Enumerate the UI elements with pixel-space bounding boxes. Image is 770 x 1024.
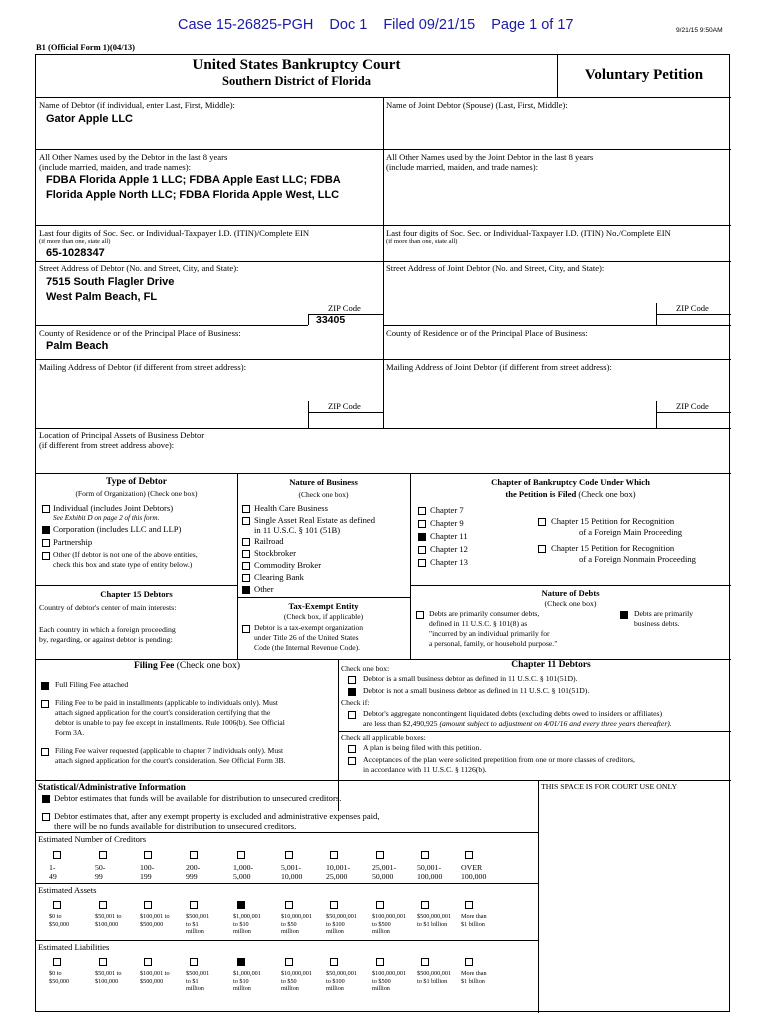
individual-label: Individual (includes Joint Debtors) [53, 503, 174, 513]
creditors-range-label: 10,000 [281, 872, 303, 882]
funds-available-checkbox[interactable] [42, 795, 50, 803]
case-number: Case 15-26825-PGH [178, 17, 314, 33]
liabilities-range-label: $100,000 [95, 977, 119, 985]
chapter-11-checkbox[interactable] [418, 533, 426, 541]
tax-exempt-label: Debtor is a tax-exempt organization [254, 623, 364, 632]
liabilities-range-label: More than [461, 970, 487, 977]
liabilities-range-label: $500,000,001 [417, 970, 452, 977]
liabilities-range-checkbox[interactable] [465, 958, 473, 966]
assets-range-checkbox[interactable] [421, 901, 429, 909]
assets-range-checkbox[interactable] [330, 901, 338, 909]
liabilities-range-label: $50,000 [49, 977, 70, 985]
liabilities-range-checkbox[interactable] [376, 958, 384, 966]
joint-county-label: County of Residence or of the Principal Place of Business: [386, 328, 588, 338]
creditors-range-label: 100,000 [417, 872, 443, 882]
street-line-1: 7515 South Flagler Drive [46, 276, 175, 288]
mailing-label: Mailing Address of Debtor (if different from street address): [39, 362, 246, 372]
assets-range-label: $500,001 [186, 913, 210, 920]
debtor-zip: 33405 [316, 314, 346, 326]
creditors-range-checkbox[interactable] [144, 851, 152, 859]
creditors-title: Estimated Number of Creditors [38, 834, 147, 844]
partnership-label: Partnership [53, 537, 93, 547]
nature-of-business-sub: (Check one box) [298, 490, 349, 499]
tax-exempt-title: Tax-Exempt Entity [288, 601, 359, 611]
consumer-debts-label-2: defined in 11 U.S.C. § 101(8) as [429, 619, 528, 628]
joint-other-names-label: All Other Names used by the Joint Debtor in the last 8 years [386, 152, 594, 162]
other-entity-label-2: check this box and state type of entity below.) [53, 560, 193, 569]
chapter-15-nonmain-checkbox[interactable] [538, 545, 546, 553]
commodity-broker-checkbox[interactable] [242, 562, 250, 570]
chapter-12-label: Chapter 12 [430, 544, 468, 554]
ein-sub-label: (if more than one, state all) [39, 238, 111, 245]
liabilities-range-checkbox[interactable] [421, 958, 429, 966]
not-small-business-label: Debtor is not a small business debtor as defined in 11 U.S.C. § 101(51D). [363, 686, 590, 695]
liabilities-range-checkbox[interactable] [53, 958, 61, 966]
other-entity-label: Other (If debtor is not one of the above entities, [53, 550, 198, 559]
liabilities-range-label: $100,001 to [140, 970, 170, 977]
ein-label: Last four digits of Soc. Sec. or Individual-Taxpayer I.D. (ITIN)/Complete EIN [39, 228, 310, 238]
creditors-range-checkbox[interactable] [190, 851, 198, 859]
liabilities-range-checkbox[interactable] [330, 958, 338, 966]
assets-range-label: $10,000,001 [281, 913, 312, 920]
liabilities-range-label: $10,000,001 [281, 970, 312, 977]
health-care-checkbox[interactable] [242, 505, 250, 513]
aggregate-debts-amount: are less than $2,490,925 [363, 719, 438, 728]
other-names-label: All Other Names used by the Debtor in the last 8 years [39, 152, 228, 162]
assets-range-checkbox[interactable] [53, 901, 61, 909]
stockbroker-checkbox[interactable] [242, 550, 250, 558]
assets-range-checkbox[interactable] [144, 901, 152, 909]
funds-available-label: Debtor estimates that funds will be available for distribution to unsecured creditors. [54, 793, 342, 803]
joint-zip-label: ZIP Code [676, 303, 709, 313]
creditors-range-label: 25,000 [326, 872, 348, 882]
liabilities-range-label: $500,001 [186, 970, 210, 977]
joint-mailing-zip-label: ZIP Code [676, 401, 709, 411]
creditors-range-label: 100- [140, 863, 155, 872]
doc-number: Doc 1 [329, 17, 368, 33]
chapter-15-main-checkbox[interactable] [538, 518, 546, 526]
assets-range-label: million [326, 928, 344, 936]
railroad-label: Railroad [254, 536, 284, 546]
creditors-range-label: 1,000- [233, 863, 254, 872]
creditors-range-label: 10,001- [326, 863, 351, 872]
consumer-debts-checkbox[interactable] [416, 611, 424, 619]
other-business-label: Other [254, 584, 274, 594]
creditors-range-checkbox[interactable] [99, 851, 107, 859]
liabilities-range-label: $50,001 to [95, 970, 122, 977]
street-line-2: West Palm Beach, FL [46, 291, 158, 303]
nature-of-debts-title: Nature of Debts [541, 588, 600, 598]
exhibit-d-note: See Exhibit D on page 2 of this form. [53, 514, 160, 522]
chapter-title: Chapter of Bankruptcy Code Under Which [491, 477, 650, 487]
petition-type: Voluntary Petition [584, 67, 704, 83]
installments-label-3: debtor is unable to pay fee except in installments. Rule 1006(b). See Official [55, 718, 285, 727]
liabilities-range-label: million [372, 985, 390, 993]
aggregate-debts-label: Debtor's aggregate noncontingent liquidated debts (excluding debts owed to insiders or affiliates) [363, 709, 663, 718]
no-funds-checkbox[interactable] [42, 813, 50, 821]
liabilities-range-checkbox[interactable] [237, 958, 245, 966]
creditors-range-label: 50,000 [372, 872, 394, 882]
assets-range-checkbox[interactable] [99, 901, 107, 909]
assets-range-label: $1,000,001 [233, 913, 261, 920]
consumer-debts-label-3: "incurred by an individual primarily for [429, 629, 550, 638]
liabilities-range-checkbox[interactable] [285, 958, 293, 966]
assets-range-label: $50,001 to [95, 913, 122, 920]
case-header [178, 17, 589, 33]
zip-label: ZIP Code [328, 303, 361, 313]
assets-range-label: $500,000,001 [417, 913, 452, 920]
assets-range-label: $100,001 to [140, 913, 170, 920]
not-small-business-checkbox[interactable] [348, 688, 356, 696]
assets-range-label: $0 to [49, 913, 62, 920]
acceptances-label-2: in accordance with 11 U.S.C. § 1126(b). [363, 765, 487, 774]
other-names-line-1: FDBA Florida Apple 1 LLC; FDBA Apple East LLC; FDBA [46, 174, 341, 186]
ch15-each-label: Each country in which a foreign proceeding [39, 625, 176, 634]
nature-of-business-title: Nature of Business [289, 477, 358, 487]
liabilities-range-label: to $500 [372, 977, 391, 985]
assets-range-checkbox[interactable] [190, 901, 198, 909]
timestamp: 9/21/15 9:50AM [676, 27, 723, 34]
assets-range-checkbox[interactable] [237, 901, 245, 909]
creditors-range-checkbox[interactable] [465, 851, 473, 859]
chapter-title-2b: (Check one box) [576, 489, 636, 499]
mailing-zip-label: ZIP Code [328, 401, 361, 411]
joint-debtor-name-label: Name of Joint Debtor (Spouse) (Last, First, Middle): [386, 100, 568, 110]
creditors-range-label: 5,001- [281, 863, 302, 872]
court-use-label: THIS SPACE IS FOR COURT USE ONLY [541, 782, 678, 791]
business-debts-label-2: business debts. [634, 619, 680, 628]
fee-waiver-label-2: attach signed application for the court's consideration. See Official Form 3B. [55, 756, 286, 765]
creditors-range-label: 1- [49, 863, 56, 872]
individual-checkbox[interactable] [42, 505, 50, 513]
creditors-range-label: 999 [186, 872, 198, 882]
liabilities-title: Estimated Liabilities [38, 942, 110, 952]
joint-ein-label: Last four digits of Soc. Sec. or Individual-Taxpayer I.D. (ITIN) No./Complete EIN [386, 228, 671, 238]
liabilities-range-label: to $1 [186, 977, 199, 985]
joint-other-names-label-2: (include married, maiden, and trade names): [386, 162, 538, 172]
liabilities-range-label: $100,000,001 [372, 970, 407, 977]
chapter-13-checkbox[interactable] [418, 559, 426, 567]
chapter-9-label: Chapter 9 [430, 518, 464, 528]
installments-label-4: Form 3A. [55, 728, 85, 737]
statistical-title: Statistical/Administrative Information [38, 782, 186, 792]
chapter-15-main-label: Chapter 15 Petition for Recognition [551, 516, 675, 526]
creditors-range-label: 50- [95, 863, 106, 872]
single-asset-checkbox[interactable] [242, 517, 250, 525]
consumer-debts-label-4: a personal, family, or household purpose." [429, 639, 558, 648]
assets-range-checkbox[interactable] [285, 901, 293, 909]
assets-range-label: $100,000 [95, 920, 119, 928]
assets-range-label: $500,000 [140, 920, 164, 928]
clearing-bank-checkbox[interactable] [242, 574, 250, 582]
health-care-label: Health Care Business [254, 503, 328, 513]
assets-range-label: $50,000,001 [326, 913, 357, 920]
court-name: United States Bankruptcy Court [192, 57, 401, 73]
chapter-15-title: Chapter 15 Debtors [100, 589, 173, 599]
commodity-broker-label: Commodity Broker [254, 560, 322, 570]
liabilities-range-label: $500,000 [140, 977, 164, 985]
full-filing-fee-checkbox[interactable] [41, 682, 49, 690]
assets-range-label: million [233, 928, 251, 936]
fee-waiver-label: Filing Fee waiver requested (applicable to chapter 7 individuals only). Must [55, 746, 284, 755]
business-debts-label: Debts are primarily [634, 609, 694, 618]
joint-mailing-label: Mailing Address of Joint Debtor (if different from street address): [386, 362, 612, 372]
ch11-check-all: Check all applicable boxes: [341, 733, 426, 742]
plan-filed-checkbox[interactable] [348, 745, 356, 753]
nature-of-debts-sub: (Check one box) [544, 599, 597, 608]
creditors-range-checkbox[interactable] [237, 851, 245, 859]
tax-exempt-label-3: Code (the Internal Revenue Code). [254, 643, 361, 652]
creditors-range-label: 100,000 [461, 872, 487, 882]
liabilities-range-label: $0 to [49, 970, 62, 977]
creditors-range-label: 200- [186, 863, 201, 872]
consumer-debts-label: Debts are primarily consumer debts, [429, 609, 540, 618]
creditors-range-label: OVER [461, 863, 483, 872]
type-of-debtor-title: Type of Debtor [105, 477, 168, 487]
chapter-7-label: Chapter 7 [430, 505, 464, 515]
aggregate-debts-note: (amount subject to adjustment on 4/01/16 and every three years thereafter). [437, 719, 672, 728]
chapter-11-debtors-title: Chapter 11 Debtors [511, 660, 591, 670]
assets-range-checkbox[interactable] [376, 901, 384, 909]
ch11-check-one: Check one box: [341, 664, 390, 673]
single-asset-label-2: in 11 U.S.C. § 101 (51B) [254, 525, 341, 535]
liabilities-range-label: to $10 [233, 977, 249, 985]
other-business-checkbox[interactable] [242, 586, 250, 594]
railroad-checkbox[interactable] [242, 538, 250, 546]
debtor-name-label: Name of Debtor (if individual, enter Last, First, Middle): [39, 100, 235, 110]
partnership-checkbox[interactable] [42, 539, 50, 547]
creditors-range-checkbox[interactable] [53, 851, 61, 859]
assets-range-checkbox[interactable] [465, 901, 473, 909]
assets-range-label: million [186, 928, 204, 936]
creditors-range-label: 25,001- [372, 863, 397, 872]
liabilities-range-label: to $1 billion [417, 977, 448, 985]
installments-label: Filing Fee to be paid in installments (applicable to individuals only). Must [55, 698, 278, 707]
installments-label-2: attach signed application for the court's consideration certifying that the [55, 708, 271, 717]
form-id: B1 (Official Form 1)(04/13) [36, 42, 135, 52]
joint-ein-sub-label: (if more than one, state all) [386, 238, 458, 245]
filing-fee-title-b: (Check one box) [174, 661, 241, 671]
chapter-7-checkbox[interactable] [418, 507, 426, 515]
liabilities-range-label: million [186, 985, 204, 993]
liabilities-range-label: to $50 [281, 977, 297, 985]
assets-range-label: million [372, 928, 390, 936]
assets-range-label: $50,000 [49, 920, 70, 928]
corporation-label: Corporation (includes LLC and LLP) [53, 524, 182, 534]
liabilities-range-label: $1 billion [461, 977, 485, 985]
ch15-each-label-2: by, regarding, or against debtor is pending: [39, 635, 173, 644]
voluntary-petition-form [35, 54, 730, 1012]
small-business-label: Debtor is a small business debtor as defined in 11 U.S.C. § 101(51D). [363, 674, 578, 683]
assets-range-label: to $100 [326, 920, 345, 928]
chapter-12-checkbox[interactable] [418, 546, 426, 554]
creditors-range-checkbox[interactable] [285, 851, 293, 859]
tax-exempt-sub: (Check box, if applicable) [283, 612, 364, 621]
liabilities-range-label: to $100 [326, 977, 345, 985]
type-of-debtor-sub: (Form of Organization) (Check one box) [75, 489, 198, 498]
page-number: Page 1 of 17 [491, 17, 574, 33]
debtor-name: Gator Apple LLC [46, 113, 133, 125]
acceptances-label: Acceptances of the plan were solicited prepetition from one or more classes of creditors, [363, 755, 635, 764]
liabilities-range-label: million [233, 985, 251, 993]
assets-range-label: $100,000,001 [372, 913, 407, 920]
assets-range-label: to $10 [233, 920, 249, 928]
chapter-15-nonmain-label: Chapter 15 Petition for Recognition [551, 543, 675, 553]
small-business-checkbox[interactable] [348, 676, 356, 684]
plan-filed-label: A plan is being filed with this petition. [363, 743, 482, 752]
ch15-country-label: Country of debtor's center of main interests: [39, 603, 177, 612]
other-names-label-2: (include married, maiden, and trade names): [39, 162, 191, 172]
liabilities-range-label: $1,000,001 [233, 970, 261, 977]
business-debts-checkbox[interactable] [620, 611, 628, 619]
assets-range-label: to $50 [281, 920, 297, 928]
liabilities-range-label: $50,000,001 [326, 970, 357, 977]
location-label: Location of Principal Assets of Business Debtor [39, 430, 205, 440]
liabilities-range-checkbox[interactable] [144, 958, 152, 966]
assets-range-label: to $1 [186, 920, 199, 928]
fee-waiver-checkbox[interactable] [41, 748, 49, 756]
creditors-range-label: 50,001- [417, 863, 442, 872]
debtor-county: Palm Beach [46, 340, 109, 352]
joint-street-label: Street Address of Joint Debtor (No. and Street, City, and State): [386, 263, 605, 273]
creditors-range-checkbox[interactable] [421, 851, 429, 859]
no-funds-label-2: there will be no funds available for distribution to unsecured creditors. [54, 821, 297, 831]
county-label: County of Residence or of the Principal Place of Business: [39, 328, 241, 338]
filing-fee-title: Filing Fee [133, 661, 175, 671]
chapter-9-checkbox[interactable] [418, 520, 426, 528]
tax-exempt-checkbox[interactable] [242, 625, 250, 633]
creditors-range-label: 99 [95, 872, 103, 882]
filed-date: Filed 09/21/15 [383, 17, 476, 33]
creditors-range-label: 199 [140, 872, 152, 882]
creditors-range-label: 5,000 [233, 872, 251, 882]
chapter-13-label: Chapter 13 [430, 557, 468, 567]
liabilities-range-checkbox[interactable] [190, 958, 198, 966]
assets-title: Estimated Assets [38, 885, 97, 895]
aggregate-debts-checkbox[interactable] [348, 711, 356, 719]
court-district: Southern District of Florida [222, 74, 371, 88]
installments-checkbox[interactable] [41, 700, 49, 708]
creditors-range-label: 49 [49, 872, 57, 882]
no-funds-label: Debtor estimates that, after any exempt property is excluded and administrative expenses paid, [54, 811, 380, 821]
clearing-bank-label: Clearing Bank [254, 572, 304, 582]
debtor-ein: 65-1028347 [46, 247, 105, 259]
chapter-15-nonmain-label-2: of a Foreign Nonmain Proceeding [579, 554, 696, 564]
stockbroker-label: Stockbroker [254, 548, 297, 558]
other-names-line-2: Florida Apple North LLC; FDBA Florida Apple West, LLC [46, 189, 340, 201]
corporation-checkbox[interactable] [42, 526, 50, 534]
chapter-15-main-label-2: of a Foreign Main Proceeding [579, 527, 683, 537]
other-entity-checkbox[interactable] [42, 552, 50, 560]
assets-range-label: to $500 [372, 920, 391, 928]
assets-range-label: million [281, 928, 299, 936]
assets-range-label: More than [461, 913, 487, 920]
chapter-title-2: the Petition is Filed [505, 489, 577, 499]
liabilities-range-label: million [281, 985, 299, 993]
acceptances-checkbox[interactable] [348, 757, 356, 765]
liabilities-range-checkbox[interactable] [99, 958, 107, 966]
single-asset-label: Single Asset Real Estate as defined [254, 515, 376, 525]
creditors-range-checkbox[interactable] [330, 851, 338, 859]
location-label-2: (if different from street address above): [39, 440, 175, 450]
ch11-check-if: Check if: [341, 698, 370, 707]
chapter-11-label: Chapter 11 [430, 531, 468, 541]
street-label: Street Address of Debtor (No. and Street, City, and State): [39, 263, 239, 273]
assets-range-label: to $1 billion [417, 920, 448, 928]
assets-range-label: $1 billion [461, 920, 485, 928]
tax-exempt-label-2: under Title 26 of the United States [254, 633, 359, 642]
full-filing-fee-label: Full Filing Fee attached [55, 680, 129, 689]
creditors-range-checkbox[interactable] [376, 851, 384, 859]
liabilities-range-label: million [326, 985, 344, 993]
